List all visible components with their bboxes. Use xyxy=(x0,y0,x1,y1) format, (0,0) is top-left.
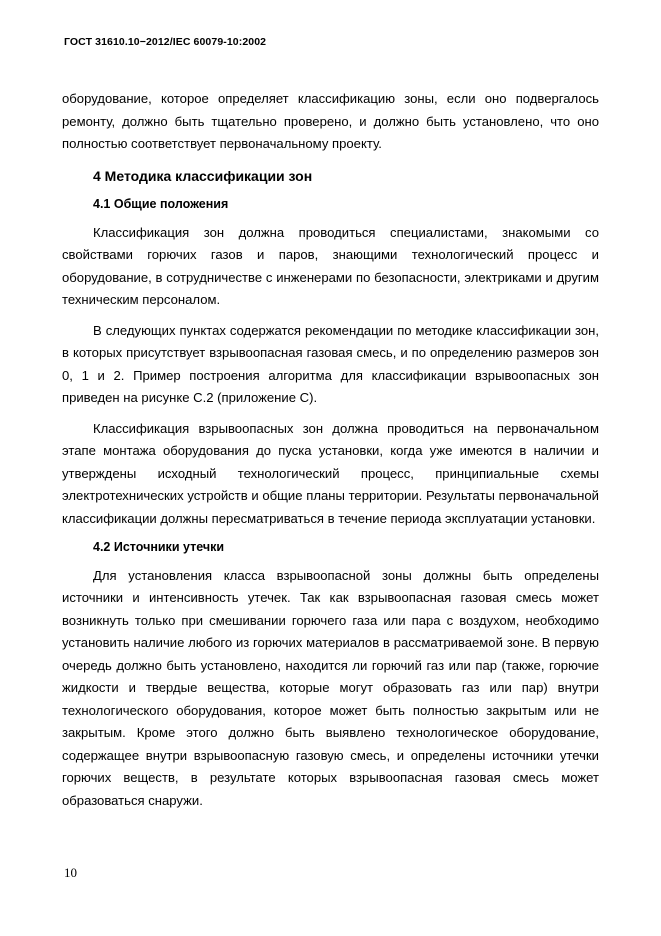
paragraph-4-1-b: В следующих пунктах содержатся рекомендации по методике классификации зон, в которых присутствует взрывоопасная газовая смесь, и по определению размеров зон 0, 1 и 2. Пример построения алгоритма для классификации взрывоопасных зон приведен на рисунке С.2 (приложение С). xyxy=(62,322,599,405)
document-header: ГОСТ 31610.10−2012/IEC 60079-10:2002 xyxy=(64,36,267,48)
page-number: 10 xyxy=(64,865,77,880)
paragraph-4-2: Для установления класса взрывоопасной зоны должны быть определены источники и интенсивность утечек. Так как взрывоопасная газовая смесь может возникнуть только при смешивании горючего газа или пара с воздухом, необходимо установить наличие любого из горючих материалов в рассматриваемой зоне. В первую очередь должно быть установлено, находится ли горючий газ или пар (также, горючие жидкости и твердые вещества, которые могут образовать газ или пар) внутри технологического оборудования, которое может быть полностью закрытым или не закрытым. Кроме этого должно быть выявлено технологическое оборудование, содержащее внутри взрывоопасную газовую смесь, и определены источники утечки горючих веществ, в результате которых взрывоопасная газовая смесь может образоваться снаружи. xyxy=(62,567,599,808)
document-body xyxy=(62,88,599,812)
paragraph-4-1-c: Классификация взрывоопасных зон должна проводиться на первоначальном этапе монтажа оборудования до пуска установки, когда уже имеются в наличии и утверждены исходный технологический процесс, принципиальные схемы электротехнических устройств и общие планы территории. Результаты первоначальной классификации должны пересматриваться в течение периода эксплуатации установки. xyxy=(62,420,599,526)
paragraph-continuation: оборудование, которое определяет классификацию зоны, если оно подвергалось ремонту, должно быть тщательно проверено, и должно быть установлено, что оно полностью соответствует первоначальному проекту. xyxy=(62,91,599,151)
subsection-heading-4-1: 4.1 Общие положения xyxy=(93,197,229,211)
subsection-heading-4-2: 4.2 Источники утечки xyxy=(93,540,225,554)
paragraph-4-1-a: Классификация зон должна проводиться специалистами, знакомыми со свойствами горючих газов и паров, знающими технологический процесс и оборудование, в сотрудничестве с инженерами по безопасности, электриками и другим техническим персоналом. xyxy=(62,224,599,307)
section-heading-4: 4 Методика классификации зон xyxy=(93,167,313,184)
